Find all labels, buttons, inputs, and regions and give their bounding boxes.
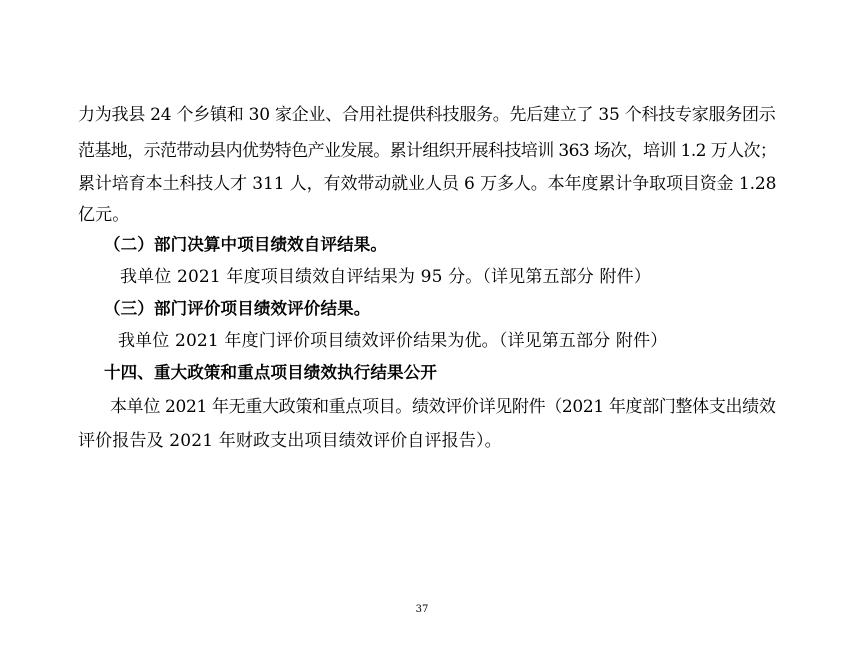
paragraph-line: 亿元。 [78,205,130,225]
paragraph-line: 力为我县 24 个乡镇和 30 家企业、合用社提供科技服务。先后建立了 35 个科技专家服务团示 [78,105,776,125]
section-heading-14: 十四、重大政策和重点项目绩效执行结果公开 [104,363,437,382]
paragraph-line: 范基地，示范带动县内优势特色产业发展。累计组织开展科技培训 363 场次，培训 1.2 万人次； [78,141,777,161]
section-body-line: 本单位 2021 年无重大政策和重点项目。绩效评价详见附件（2021 年度部门整体支出绩效 [110,397,776,417]
section-body-2: 我单位 2021 年度项目绩效自评结果为 95 分。（详见第五部分 附件） [120,267,651,287]
paragraph-line: 累计培育本土科技人才 311 人，有效带动就业人员 6 万多人。本年度累计争取项目资金 1.28 [78,174,777,194]
section-heading-3: （三）部门评价项目绩效评价结果。 [104,299,371,318]
page-number: 37 [415,604,429,615]
section-body-3: 我单位 2021 年度门评价项目绩效评价结果为优。（详见第五部分 附件） [118,331,668,351]
section-body-line: 评价报告及 2021 年财政支出项目绩效评价自评报告）。 [78,431,502,451]
section-heading-2: （二）部门决算中项目绩效自评结果。 [104,235,388,254]
